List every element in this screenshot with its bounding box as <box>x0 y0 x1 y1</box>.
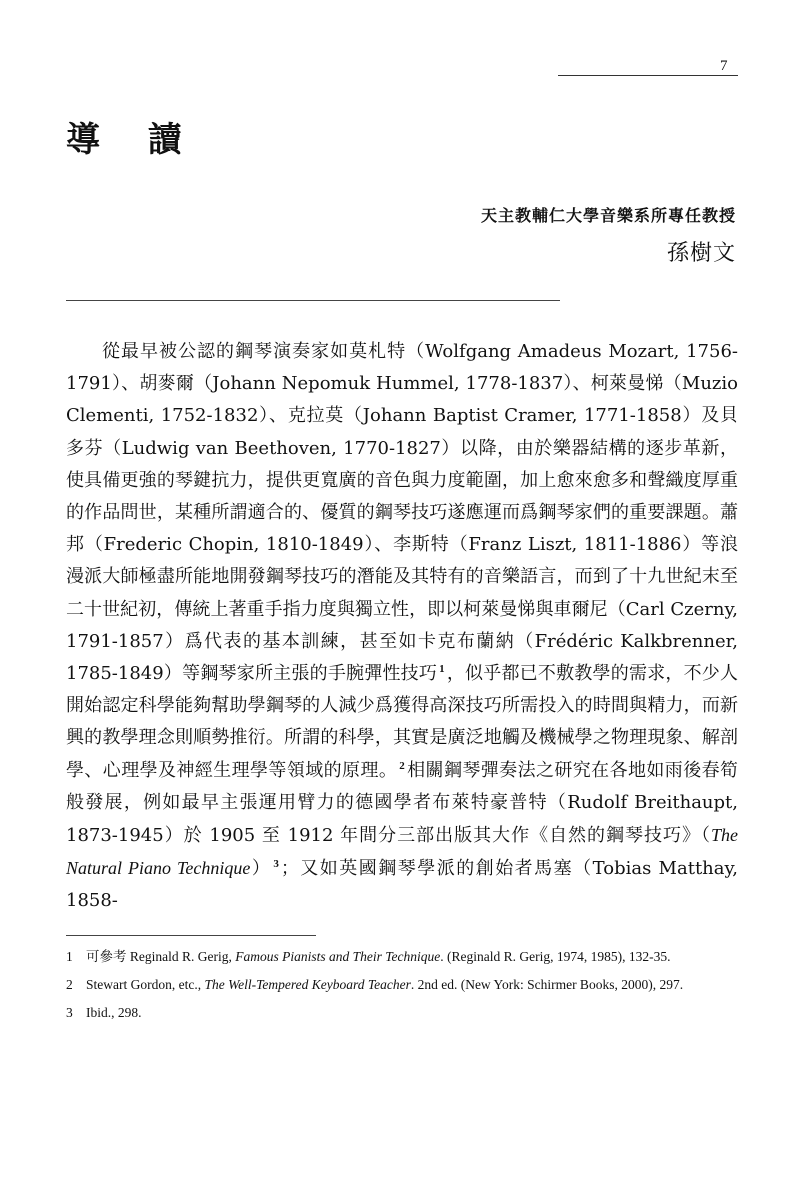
footnote-text <box>86 1002 738 1024</box>
header-rule <box>558 75 738 76</box>
footnotes <box>66 946 738 1030</box>
footnote-number: 3 <box>66 1005 73 1020</box>
footnote-number: 2 <box>66 977 73 992</box>
footnote-number: 1 <box>66 949 73 964</box>
book-title: The Natural Piano Technique <box>66 825 738 879</box>
footnote-text <box>86 974 738 996</box>
footnote-text <box>86 946 738 968</box>
paragraph-text: 相關鋼琴彈奏法之研究在各地如雨後春筍般發展，例如最早主張運用臂力的德國學者布萊特豪普特（Rudolf Breithaupt, 1873-1945）於 1905 至 1912 年間分三部出版其大作《自然的鋼琴技巧》（ <box>66 759 738 847</box>
author-name: 孫樹文 <box>666 241 736 266</box>
footnote-pre: Ibid., 298. <box>86 1005 142 1020</box>
footnote-divider <box>66 935 316 936</box>
section-divider <box>66 300 560 301</box>
footnote <box>66 946 738 968</box>
footnote-pre: Stewart Gordon, etc., <box>86 977 205 992</box>
footnote-post: . 2nd ed. (New York: Schirmer Books, 2000), 297. <box>410 977 684 992</box>
footnote-title: Famous Pianists and Their Technique <box>235 949 441 964</box>
paragraph-text: ） <box>250 858 272 880</box>
footnote-ref-1: 1 <box>439 663 445 676</box>
paragraph <box>66 336 738 918</box>
footnote-ref-3: 3 <box>273 858 279 871</box>
author-affiliation: 天主教輔仁大學音樂系所專任教授 <box>480 206 736 225</box>
footnote <box>66 1002 738 1024</box>
chapter-title: 導 讀 <box>66 120 200 160</box>
footnote-ref-2: 2 <box>399 759 405 772</box>
footnote-title: The Well-Tempered Keyboard Teacher <box>204 977 411 992</box>
body-text <box>66 336 738 918</box>
paragraph-text: ，似乎都已不敷教學的需求，不少人開始認定科學能夠幫助學鋼琴的人減少爲獲得高深技巧所需投入的時間與精力，而新興的教學理念則順勢推衍。所謂的科學，其實是廣泛地觸及機械學之物理現象、解剖學、心理學及神經生理學等領域的原理。 <box>66 663 739 781</box>
page-number: 7 <box>720 58 728 74</box>
paragraph-text: 從最早被公認的鋼琴演奏家如莫札特（Wolfgang Amadeus Mozart, 1756-1791）、胡麥爾（Johann Nepomuk Hummel, 1778-1837）、柯萊曼悌（Muzio Clementi, 1752-1832）、克拉莫（Johann Baptist Cramer, 1771-1858）及貝多芬（Ludwig van Beethoven, 1770-1827）以降，由於樂器結構的逐步革新，使具備更強的琴鍵抗力，提供更寬廣的音色與力度範圍，加上愈來愈多和聲織度厚重的作品問世，某種所謂適合的、優質的鋼琴技巧遂應運而爲鋼琴家們的重要課題。蕭邦（Frederic Chopin, 1810-1849）、李斯特（Franz Liszt, 1811-1886）等浪漫派大師極盡所能地開發鋼琴技巧的潛能及其特有的音樂語言，而到了十九世紀末至二十世紀初，傳統上著重手指力度與獨立性，即以柯萊曼悌與車爾尼（Carl Czerny, 1791-1857）爲代表的基本訓練，甚至如卡克布蘭納（Frédéric Kalkbrenner, 1785-1849）等鋼琴家所主張的手腕彈性技巧 <box>66 341 738 685</box>
footnote <box>66 974 738 996</box>
footnote-post: . (Reginald R. Gerig, 1974, 1985), 132-35. <box>440 949 671 964</box>
footnote-pre: 可參考 Reginald R. Gerig, <box>86 949 236 964</box>
paragraph-text: ；又如英國鋼琴學派的創始者馬塞（Tobias Matthay, 1858- <box>66 858 739 912</box>
